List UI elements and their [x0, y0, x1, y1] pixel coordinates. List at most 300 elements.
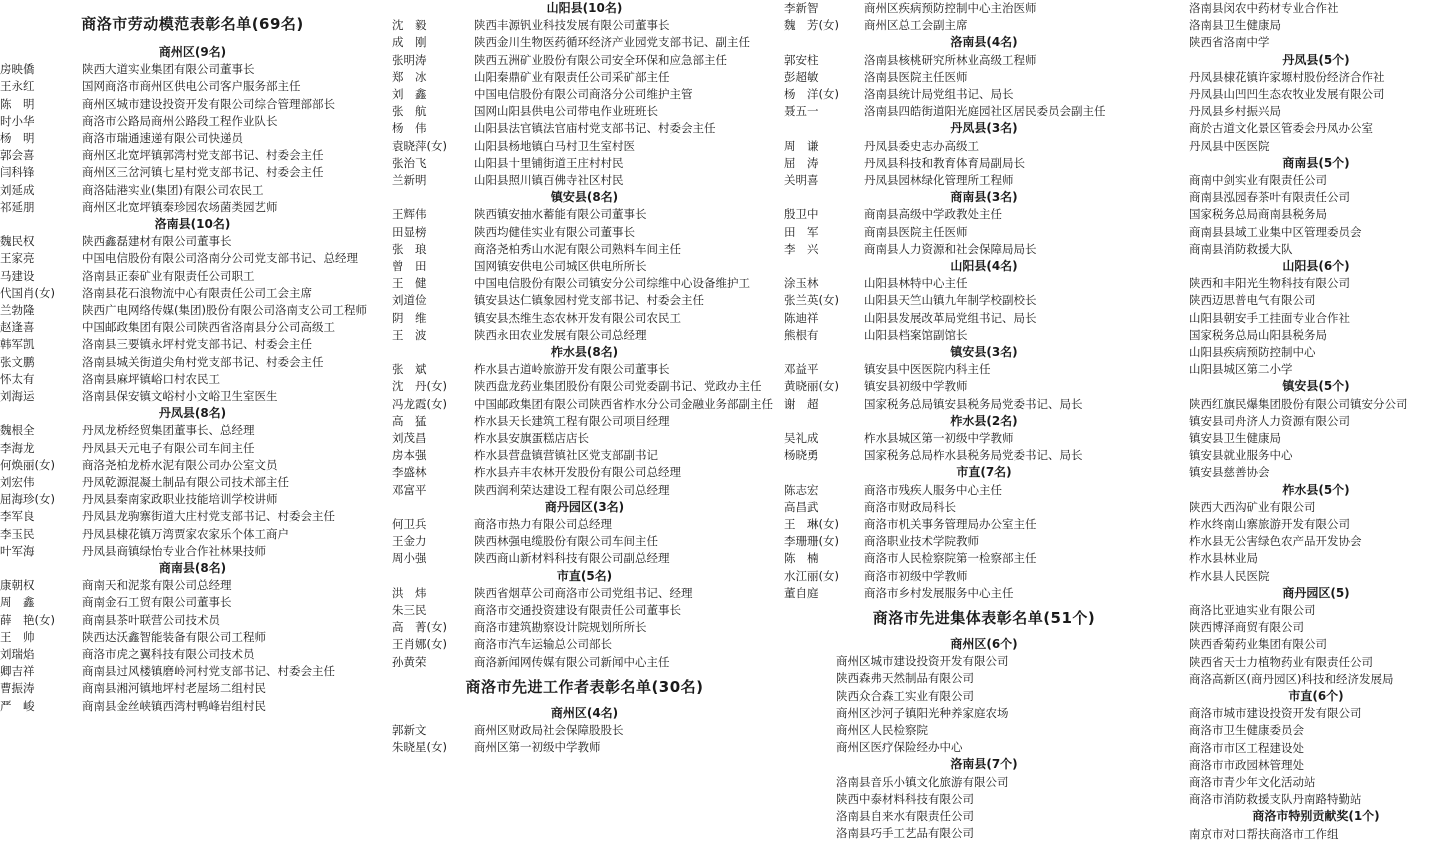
- person-organization: 商州区财政局社会保障股股长: [474, 723, 624, 738]
- collective-name: 商南中剑实业有限责任公司: [1189, 173, 1327, 187]
- person-name: 陈志宏: [784, 482, 819, 497]
- person-organization: 丹凤县棣花镇万湾贾家农家乐个体工商户: [82, 526, 289, 541]
- list-item: [392, 396, 777, 413]
- collective-name: 陕西森弗天然制品有限公司: [836, 671, 974, 686]
- person-name: 严 峻: [0, 698, 35, 713]
- person-name: 关明喜: [784, 173, 819, 187]
- person-organization: 山阳秦鼎矿业有限责任公司采矿部主任: [474, 69, 670, 84]
- collective-name: 山阳县疾病预防控制中心: [1189, 345, 1316, 360]
- person-name: 沈 丹(女): [392, 379, 447, 394]
- collective-name: 山阳县城区第二小学: [1189, 362, 1293, 377]
- list-item: [0, 285, 385, 302]
- person-name: 周 鑫: [0, 595, 35, 610]
- person-name: 刘延成: [0, 182, 35, 197]
- person-name: 邓益平: [784, 362, 819, 377]
- person-name: 魏根全: [0, 423, 35, 438]
- person-name: 周 谦: [784, 138, 819, 153]
- person-organization: 洛南县花石浪物流中心有限责任公司工会主席: [82, 285, 312, 300]
- person-organization: 中国邮政集团有限公司陕西省洛南县分公司高级工: [82, 320, 335, 335]
- collective-name: 国家税务总局山阳县税务局: [1189, 327, 1327, 342]
- person-organization: 商南县医院主任医师: [864, 224, 968, 239]
- list-item: [784, 275, 1184, 292]
- list-item: [392, 722, 777, 739]
- collective-name: 丹凤县山凹凹生态农牧业发展有限公司: [1189, 87, 1385, 101]
- section-heading: 商州区(6个): [950, 637, 1018, 651]
- list-item: [392, 138, 777, 155]
- person-name: 孙黄荣: [392, 654, 427, 669]
- person-organization: 陕西丰源钒业科技发展有限公司董事长: [474, 18, 670, 33]
- list-item: [784, 69, 1184, 86]
- list-item: [0, 526, 385, 543]
- person-name: 田显榜: [392, 224, 427, 239]
- person-organization: 洛南县正泰矿业有限责任公司职工: [82, 268, 255, 283]
- person-organization: 商南金石工贸有限公司董事长: [82, 595, 232, 610]
- collective-name: 柞水终南山寨旅游开发有限公司: [1189, 517, 1350, 532]
- collective-name: 陕西大西沟矿业有限公司: [1189, 499, 1316, 514]
- section-heading: 柞水县(5个): [1282, 482, 1350, 497]
- person-name: 洪 炜: [392, 585, 427, 600]
- list-item: [784, 0, 1184, 17]
- person-name: 闫科锋: [0, 165, 35, 180]
- person-organization: 陕西永田农业发展有限公司总经理: [474, 327, 647, 342]
- person-organization: 山阳县天竺山镇九年制学校副校长: [864, 293, 1037, 308]
- collective-name: 商南县消防救援大队: [1189, 241, 1293, 256]
- person-organization: 商南天和泥浆有限公司总经理: [82, 578, 232, 593]
- list-item: [392, 120, 777, 137]
- person-organization: 商州区北宽坪镇郭湾村党支部书记、村委会主任: [82, 148, 324, 163]
- person-name: 房映僑: [0, 62, 35, 77]
- list-item: [392, 224, 777, 241]
- person-name: 刘瑞焰: [0, 647, 35, 662]
- list-item: [0, 491, 385, 508]
- list-title: 商洛市先进工作者表彰名单(30名): [465, 677, 704, 696]
- list-item: [392, 172, 777, 189]
- person-organization: 中国电信股份有限公司洛南分公司党支部书记、总经理: [82, 251, 358, 266]
- section-heading: 市直(6个): [1288, 689, 1344, 704]
- collective-name: 商洛市卫生健康委员会: [1189, 723, 1304, 738]
- person-organization: 陕西鑫磊建材有限公司董事长: [82, 234, 232, 249]
- person-organization: 柞水县城区第一初级中学教师: [864, 430, 1014, 445]
- list-item: [0, 302, 385, 319]
- list-item: [0, 680, 385, 697]
- person-organization: 商洛新闻网传媒有限公司新闻中心主任: [474, 654, 670, 669]
- person-organization: 洛南县城关街道尖角村党支部书记、村委会主任: [82, 354, 324, 369]
- list-title: 商洛市先进集体表彰名单(51个): [872, 609, 1096, 627]
- person-name: 马建设: [0, 268, 35, 283]
- collective-name: 商南县县域工业集中区管理委员会: [1189, 224, 1362, 239]
- column-1: [0, 0, 385, 862]
- person-organization: 山阳县档案馆副馆长: [864, 327, 968, 342]
- person-name: 韩军凯: [0, 337, 35, 352]
- person-organization: 商洛市热力有限公司总经理: [474, 517, 612, 532]
- section-heading: 柞水县(8名): [550, 345, 619, 360]
- person-organization: 镇安县初级中学教师: [864, 379, 968, 394]
- person-organization: 商洛市人民检察院第一检察部主任: [864, 551, 1037, 566]
- list-item: [0, 354, 385, 371]
- person-organization: 商洛市财政局科长: [864, 499, 956, 514]
- list-item: [784, 86, 1184, 103]
- section-heading: 商南县(8名): [158, 561, 227, 576]
- collective-name: 陕西红旗民爆集团股份有限公司镇安分公司: [1189, 396, 1408, 411]
- list-item: [392, 413, 777, 430]
- person-organization: 商洛尧柏秀山水泥有限公司熟料车间主任: [474, 241, 681, 256]
- person-name: 高昌武: [784, 499, 819, 514]
- person-organization: 商南县人力资源和社会保障局局长: [864, 241, 1037, 256]
- list-item: [784, 206, 1184, 223]
- section-heading: 商州区(9名): [158, 45, 227, 59]
- person-name: 袁晓萍(女): [392, 138, 447, 153]
- collective-name: 柞水县人民医院: [1189, 568, 1270, 583]
- collective-name: 商州区城市建设投资开发有限公司: [836, 654, 1009, 669]
- person-organization: 丹凤县科技和教育体育局副局长: [864, 155, 1025, 170]
- person-organization: 陕西镇安抽水蓄能有限公司董事长: [474, 207, 647, 222]
- list-item: [784, 447, 1184, 464]
- person-organization: 陕西广电网络传媒(集团)股份有限公司洛南支公司工程师: [82, 303, 367, 318]
- list-item: [0, 233, 385, 250]
- person-organization: 陕西省烟草公司商洛市公司党组书记、经理: [474, 585, 693, 600]
- person-name: 李玉民: [0, 526, 35, 541]
- list-item: [392, 86, 777, 103]
- list-item: [784, 155, 1184, 172]
- person-name: 殷卫中: [784, 207, 819, 222]
- person-organization: 洛南县保安镇文峪村小文峪卫生室医生: [82, 389, 278, 404]
- person-organization: 商南县湘河镇地坪村老屋场二组村民: [82, 681, 266, 696]
- collective-name: 陕西博泽商贸有限公司: [1189, 620, 1304, 635]
- person-organization: 商洛市残疾人服务中心主任: [864, 482, 1002, 497]
- collective-name: 镇安县司舟济人力资源有限公司: [1189, 413, 1350, 428]
- person-organization: 商州区总工会副主席: [864, 18, 968, 33]
- list-item: [784, 52, 1184, 69]
- collective-name: 国家税务总局商南县税务局: [1189, 207, 1327, 222]
- person-organization: 丹凤县秦南家政职业技能培训学校讲师: [82, 492, 278, 507]
- list-item: [392, 241, 777, 258]
- person-name: 朱三民: [392, 603, 427, 618]
- person-organization: 中国电信股份有限公司镇安分公司综维中心设备维护工: [474, 276, 750, 291]
- person-name: 张文鹏: [0, 354, 35, 369]
- person-organization: 商州区三岔河镇七星村党支部书记、村委会主任: [82, 165, 324, 180]
- person-name: 杨 伟: [392, 121, 427, 136]
- collective-name: 镇安县就业服务中心: [1189, 448, 1293, 463]
- list-item: [392, 619, 777, 636]
- person-name: 何卫兵: [392, 517, 427, 532]
- person-name: 怀太有: [0, 371, 35, 386]
- person-organization: 商洛尧柏龙桥水泥有限公司办公室文员: [82, 457, 278, 472]
- list-item: [392, 739, 777, 756]
- person-name: 王家亮: [0, 251, 35, 266]
- list-item: [0, 147, 385, 164]
- person-name: 屈 涛: [784, 155, 819, 170]
- person-name: 成 刚: [392, 35, 427, 50]
- section-heading: 市直(7名): [956, 465, 1012, 480]
- person-organization: 陕西均健佳实业有限公司董事长: [474, 224, 635, 239]
- list-item: [784, 396, 1184, 413]
- list-item: [392, 378, 777, 395]
- list-item: [784, 550, 1184, 567]
- person-organization: 柞水县安旗蛋糕店店长: [474, 431, 589, 446]
- section-heading: 镇安县(3名): [950, 345, 1018, 359]
- person-name: 聂五一: [784, 104, 819, 119]
- column-3: [784, 0, 1184, 862]
- collective-name: 洛南县音乐小镇文化旅游有限公司: [836, 774, 1009, 789]
- person-name: 吴礼成: [784, 430, 819, 445]
- list-item: [392, 155, 777, 172]
- person-name: 李盛林: [392, 465, 427, 480]
- list-item: [0, 543, 385, 560]
- person-name: 朱晓星(女): [392, 740, 447, 755]
- person-name: 黄晓丽(女): [784, 379, 839, 394]
- collective-name: 陕西和丰阳光生物科技有限公司: [1189, 276, 1350, 291]
- list-item: [784, 378, 1184, 395]
- person-name: 张 斌: [392, 362, 427, 377]
- person-name: 叶军海: [0, 543, 35, 558]
- person-name: 刘海运: [0, 389, 35, 404]
- list-item: [0, 164, 385, 181]
- person-organization: 丹凤县商镇绿怡专业合作社林果技师: [82, 543, 266, 558]
- list-item: [0, 474, 385, 491]
- collective-name: 洛南县巧手工艺品有限公司: [836, 826, 974, 841]
- list-item: [784, 430, 1184, 447]
- person-name: 赵逢喜: [0, 320, 35, 335]
- person-organization: 商洛市机关事务管理局办公室主任: [864, 516, 1037, 531]
- person-organization: 山阳县发展改革局党组书记、局长: [864, 310, 1037, 325]
- list-item: [0, 663, 385, 680]
- person-organization: 柞水县营盘镇营镇社区党支部副书记: [474, 448, 658, 463]
- collective-name: 柞水县无公害绿色农产品开发协会: [1189, 534, 1362, 549]
- person-name: 薛 艳(女): [0, 612, 55, 627]
- person-name: 王 帅: [0, 629, 35, 644]
- person-organization: 商南县金丝峡镇西湾村鸭峰岩组村民: [82, 698, 266, 713]
- collective-name: 商洛比亚迪实业有限公司: [1189, 603, 1316, 618]
- list-item: [392, 52, 777, 69]
- person-name: 陈迪祥: [784, 310, 819, 325]
- person-name: 谢 超: [784, 396, 819, 411]
- collective-name: 陕西省洛南中学: [1189, 35, 1270, 50]
- collective-name: 陕西香菊药业集团有限公司: [1189, 637, 1327, 652]
- collective-name: 山阳县朝安手工挂面专业合作社: [1189, 310, 1350, 325]
- list-item: [392, 258, 777, 275]
- collective-name: 洛南县卫生健康局: [1189, 18, 1281, 33]
- list-item: [392, 533, 777, 550]
- person-organization: 商洛陆港实业(集团)有限公司农民工: [82, 182, 264, 197]
- section-heading: 山阳县(6个): [1282, 259, 1350, 274]
- list-item: [0, 612, 385, 629]
- person-name: 何焕丽(女): [0, 457, 55, 472]
- person-organization: 商南县过风楼镇磨岭河村党支部书记、村委会主任: [82, 664, 335, 679]
- person-organization: 国网镇安供电公司城区供电所所长: [474, 259, 647, 274]
- person-organization: 丹凤县委史志办高级工: [864, 138, 979, 153]
- list-title: 商洛市劳动模范表彰名单(69名): [81, 15, 304, 33]
- collective-name: 陕西迈思普电气有限公司: [1189, 293, 1316, 308]
- person-organization: 镇安县中医医院内科主任: [864, 362, 991, 377]
- person-name: 郑 冰: [392, 69, 427, 84]
- collective-name: 商州区人民检察院: [836, 723, 928, 737]
- person-organization: 丹凤县天元电子有限公司车间主任: [82, 440, 255, 455]
- person-name: 兰勃隆: [0, 303, 35, 318]
- person-name: 水江丽(女): [784, 568, 839, 583]
- person-name: 高 菁(女): [392, 620, 447, 635]
- list-item: [0, 646, 385, 663]
- person-name: 郭安柱: [784, 52, 819, 67]
- person-name: 阴 维: [392, 310, 427, 325]
- person-organization: 丹凤县龙驹寨街道大庄村党支部书记、村委会主任: [82, 509, 335, 524]
- list-item: [392, 516, 777, 533]
- collective-name: 商洛市消防救援支队丹南路特勤站: [1189, 792, 1362, 807]
- person-organization: 山阳县林特中心主任: [864, 276, 968, 291]
- person-name: 祁延朋: [0, 199, 35, 214]
- collective-name: 商洛市城市建设投资开发有限公司: [1189, 706, 1362, 721]
- list-item: [0, 371, 385, 388]
- person-name: 王 健: [392, 276, 427, 291]
- collective-name: 丹凤县中医医院: [1189, 138, 1270, 153]
- person-name: 康朝权: [0, 578, 35, 593]
- person-organization: 镇安县达仁镇象园村党支部书记、村委会主任: [474, 293, 704, 308]
- person-name: 李海龙: [0, 440, 35, 455]
- person-organization: 商洛市公路局商州公路段工程作业队长: [82, 113, 278, 128]
- person-name: 王辉伟: [392, 207, 427, 222]
- list-item: [0, 577, 385, 594]
- list-item: [392, 585, 777, 602]
- person-organization: 商南县高级中学政教处主任: [864, 207, 1002, 222]
- person-name: 邓富平: [392, 482, 427, 497]
- person-name: 杨 明: [0, 131, 35, 145]
- collective-name: 商州区医疗保险经办中心: [836, 740, 963, 755]
- person-name: 李军良: [0, 509, 35, 524]
- person-organization: 商州区北宽坪镇秦珍园农场菌类园艺师: [82, 199, 278, 214]
- section-heading: 洛南县(10名): [154, 217, 231, 232]
- person-organization: 丹凤县园林绿化管理所工程师: [864, 173, 1014, 187]
- person-organization: 丹凤龙桥经贸集团董事长、总经理: [82, 423, 255, 438]
- section-heading: 丹凤县(3名): [950, 121, 1018, 136]
- list-item: [0, 130, 385, 147]
- list-item: [784, 585, 1184, 602]
- person-name: 周小强: [392, 551, 427, 566]
- person-organization: 洛南县三要镇永坪村党支部书记、村委会主任: [82, 337, 312, 352]
- person-organization: 商洛职业技术学院教师: [864, 534, 979, 549]
- list-item: [392, 69, 777, 86]
- person-organization: 国网山阳县供电公司带电作业班班长: [474, 104, 658, 119]
- section-heading: 市直(5名): [556, 568, 613, 583]
- column-2: [392, 0, 777, 862]
- list-item: [0, 594, 385, 611]
- collective-name: 商州区沙河子镇阳光种养家庭农场: [836, 705, 1009, 720]
- section-heading: 镇安县(5个): [1282, 379, 1350, 394]
- collective-name: 镇安县卫生健康局: [1189, 431, 1281, 446]
- list-item: [0, 250, 385, 267]
- list-item: [392, 464, 777, 481]
- list-item: [784, 138, 1184, 155]
- person-organization: 商南县茶叶联营公司技术员: [82, 612, 220, 627]
- list-item: [392, 292, 777, 309]
- collective-name: 丹凤县乡村振兴局: [1189, 104, 1281, 119]
- person-organization: 国家税务总局镇安县税务局党委书记、局长: [864, 396, 1083, 411]
- collective-name: 商南县泓园春茶叶有限责任公司: [1189, 190, 1350, 205]
- list-item: [0, 629, 385, 646]
- person-name: 时小华: [0, 113, 35, 128]
- list-item: [784, 516, 1184, 533]
- list-item: [392, 17, 777, 34]
- person-name: 卿吉祥: [0, 664, 35, 679]
- list-item: [392, 327, 777, 344]
- section-heading: 镇安县(8名): [550, 190, 619, 205]
- list-item: [0, 113, 385, 130]
- person-organization: 国家税务总局柞水县税务局党委书记、局长: [864, 448, 1083, 463]
- person-organization: 洛南县麻坪镇峪口村农民工: [82, 371, 220, 386]
- person-name: 沈 毅: [392, 18, 427, 33]
- collective-name: 镇安县慈善协会: [1189, 465, 1270, 480]
- person-name: 王永红: [0, 79, 35, 94]
- person-name: 刘茂昌: [392, 431, 427, 446]
- list-item: [0, 96, 385, 113]
- list-item: [784, 292, 1184, 309]
- collective-name: 陕西省天士力植物药业有限责任公司: [1189, 654, 1373, 669]
- person-name: 张兰英(女): [784, 293, 839, 308]
- person-name: 张治飞: [392, 155, 427, 170]
- person-name: 房本强: [392, 448, 427, 463]
- person-name: 魏 芳(女): [784, 18, 839, 33]
- section-heading: 丹凤县(5个): [1282, 52, 1350, 67]
- person-organization: 山阳县十里铺街道王庄村村民: [474, 155, 624, 170]
- collective-name: 陕西中泰材料科技有限公司: [836, 791, 974, 806]
- person-name: 刘宏伟: [0, 475, 35, 490]
- person-name: 王金力: [392, 534, 427, 549]
- person-organization: 陕西商山新材料科技有限公司副总经理: [474, 551, 670, 566]
- person-organization: 陕西达沃鑫智能装备有限公司工程师: [82, 629, 266, 644]
- list-item: [0, 319, 385, 336]
- person-name: 田 军: [784, 224, 819, 239]
- person-organization: 陕西林强电缆股份有限公司车间主任: [474, 534, 658, 549]
- list-item: [392, 430, 777, 447]
- list-item: [0, 182, 385, 199]
- list-item: [392, 206, 777, 223]
- collective-name: 洛南县自来水有限责任公司: [836, 809, 974, 823]
- section-heading: 商丹园区(3名): [544, 499, 625, 514]
- list-item: [784, 327, 1184, 344]
- section-heading: 洛南县(7个): [950, 757, 1018, 772]
- person-name: 熊根有: [784, 327, 819, 342]
- list-item: [784, 172, 1184, 189]
- list-item: [392, 550, 777, 567]
- person-name: 陈 明: [0, 96, 35, 111]
- list-item: [0, 508, 385, 525]
- list-item: [784, 103, 1184, 120]
- collective-name: 陕西众合森工实业有限公司: [836, 688, 974, 703]
- section-heading: 商南县(5个): [1282, 155, 1350, 170]
- person-organization: 陕西金川生物医药循环经济产业园党支部书记、副主任: [474, 35, 750, 50]
- person-organization: 商洛市乡村发展服务中心主任: [864, 585, 1014, 600]
- person-organization: 山阳县照川镇百佛寺社区村民: [474, 173, 624, 188]
- person-organization: 中国电信股份有限公司商洛分公司维护主管: [474, 87, 693, 101]
- list-item: [784, 499, 1184, 516]
- person-organization: 商洛市初级中学教师: [864, 568, 968, 583]
- person-organization: 商洛市汽车运输总公司部长: [474, 637, 612, 652]
- person-organization: 柞水县卉丰农林开发股份有限公司总经理: [474, 465, 681, 480]
- person-name: 陈 楠: [784, 551, 819, 566]
- list-item: [392, 275, 777, 292]
- person-organization: 商州区第一初级中学教师: [474, 740, 601, 755]
- person-name: 屈海珍(女): [0, 492, 55, 507]
- list-item: [784, 482, 1184, 499]
- person-organization: 丹凤乾源混凝土制品有限公司技术部主任: [82, 475, 289, 490]
- collective-name: 商洛市青少年文化活动站: [1189, 775, 1316, 790]
- person-name: 刘道俭: [392, 293, 427, 308]
- person-name: 郭新文: [392, 723, 427, 738]
- list-item: [784, 224, 1184, 241]
- person-organization: 商洛市虎之翼科技有限公司技术员: [82, 647, 255, 662]
- person-organization: 镇安县杰维生态农林开发有限公司农民工: [474, 310, 681, 325]
- list-item: [784, 17, 1184, 34]
- section-heading: 商丹园区(5): [1282, 585, 1350, 600]
- person-organization: 商州区疾病预防控制中心主治医师: [864, 1, 1037, 15]
